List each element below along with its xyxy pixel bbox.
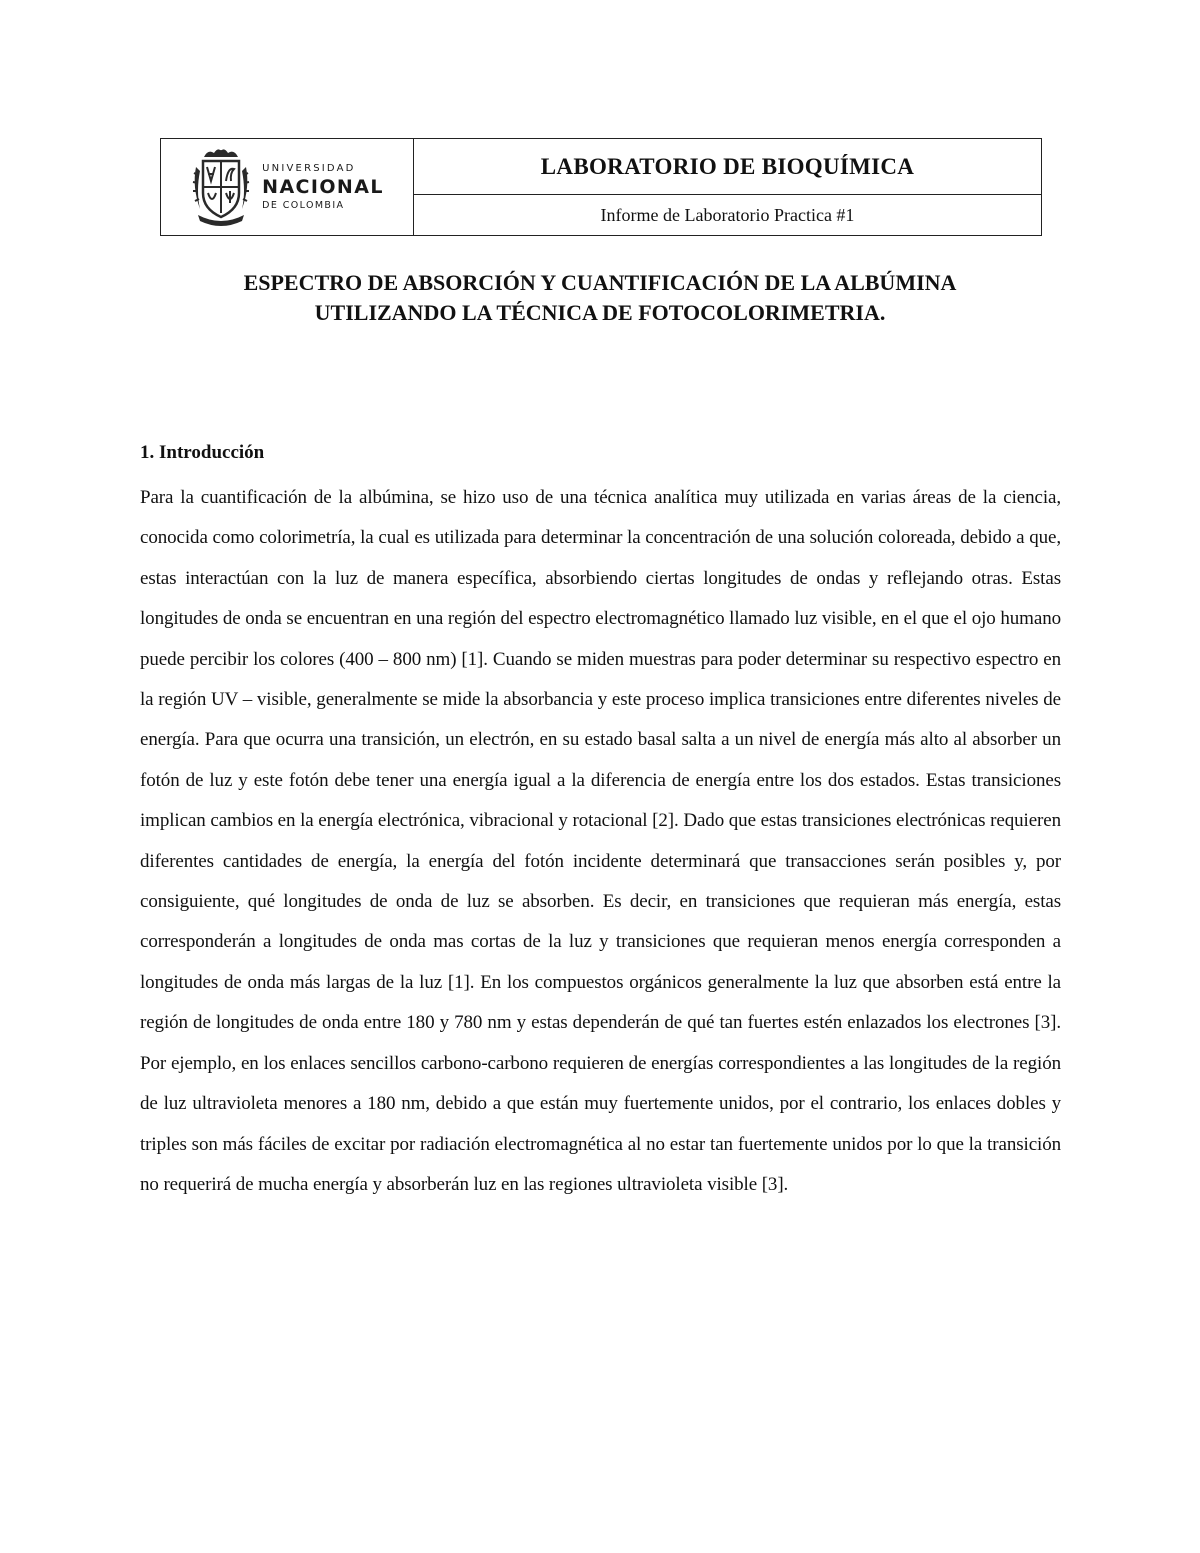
header-table (160, 138, 1042, 236)
logo-line-universidad: UNIVERSIDAD (262, 162, 356, 174)
logo-line-de-colombia: DE COLOMBIA (262, 199, 345, 211)
header-subtitle: Informe de Laboratorio Practica #1 (600, 204, 855, 225)
document-title-line-2: UTILIZANDO LA TÉCNICA DE FOTOCOLORIMETRIA. (314, 300, 886, 325)
document-title (120, 268, 1080, 328)
header-title: LABORATORIO DE BIOQUÍMICA (414, 139, 1041, 195)
university-logo (190, 147, 384, 227)
university-crest-icon (190, 147, 252, 227)
logo-text (262, 164, 384, 211)
header-right-cell (414, 139, 1041, 235)
logo-cell (161, 139, 414, 235)
section-body-introduccion: Para la cuantificación de la albúmina, se hizo uso de una técnica analítica muy utilizada en varias áreas de la ciencia, conocida como colorimetría, la cual es utilizada para determinar la concentración de una solución coloreada, debido a que, estas interactúan con la luz de manera específica, absorbiendo ciertas longitudes de ondas y reflejando otras. Estas longitudes de onda se encuentran en una región del espectro electromagnético llamado luz visible, en el que el ojo humano puede percibir los colores (400 – 800 nm) [1]. Cuando se miden muestras para poder determinar su respectivo espectro en la región UV – visible, generalmente se mide la absorbancia y este proceso implica transiciones entre diferentes niveles de energía. Para que ocurra una transición, un electrón, en su estado basal salta a un nivel de energía más alto al absorber un fotón de luz y este fotón debe tener una energía igual a la diferencia de energía entre los dos estados. Estas transiciones implican cambios en la energía electrónica, vibracional y rotacional [2]. Dado que estas transiciones electrónicas requieren diferentes cantidades de energía, la energía del fotón incidente determinará que transacciones serán posibles y, por consiguiente, qué longitudes de onda de luz se absorben. Es decir, en transiciones que requieran más energía, estas corresponderán a longitudes de onda mas cortas de la luz y transiciones que requieran menos energía corresponden a longitudes de onda más largas de la luz [1]. En los compuestos orgánicos generalmente la luz que absorben está entre la región de longitudes de onda entre 180 y 780 nm y estas dependerán de qué tan fuertes estén enlazados los electrones [3]. Por ejemplo, en los enlaces sencillos carbono-carbono requieren de energías correspondientes a las longitudes de la región de luz ultravioleta menores a 180 nm, debido a que están muy fuertemente unidos, por el contrario, los enlaces dobles y triples son más fáciles de excitar por radiación electromagnética al no estar tan fuertemente unidos por lo que la transición no requerirá de mucha energía y absorberán luz en las regiones ultravioleta visible [3]. (140, 487, 1061, 1195)
document-title-line-1: ESPECTRO DE ABSORCIÓN Y CUANTIFICACIÓN DE LA ALBÚMINA (243, 270, 957, 295)
section-heading-introduccion: 1. Introducción (140, 442, 265, 463)
logo-line-nacional: NACIONAL (262, 175, 384, 198)
